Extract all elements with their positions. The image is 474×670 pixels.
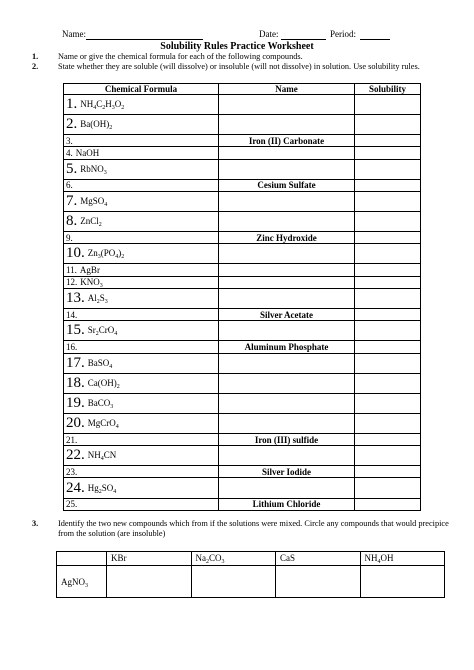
formula-cell[interactable] xyxy=(64,135,219,147)
date-blank-line[interactable] xyxy=(281,39,326,40)
formula-text: $Sr_2CrO_4$ xyxy=(87,325,118,338)
formula-text: $NH_4CN$ xyxy=(87,450,117,463)
row-number: 11. xyxy=(66,265,77,276)
table-row xyxy=(64,95,421,115)
compound-table xyxy=(63,83,421,511)
formula-text: $Al_2S_3$ xyxy=(87,293,108,305)
mixing-row xyxy=(57,566,445,598)
formula-cell[interactable] xyxy=(64,179,219,191)
mixing-table xyxy=(56,551,445,598)
row-number: 17. xyxy=(66,354,85,371)
row-number: 20. xyxy=(66,414,85,431)
solubility-cell[interactable] xyxy=(355,478,421,498)
name-cell: Lithium Chloride xyxy=(219,498,355,510)
name-cell[interactable] xyxy=(219,115,355,135)
solubility-cell[interactable] xyxy=(355,373,421,393)
formula-cell xyxy=(64,373,219,393)
formula-text: RbNO$_3$ xyxy=(80,163,107,176)
solubility-cell[interactable] xyxy=(355,288,421,308)
row-number: 7. xyxy=(66,193,78,210)
formula-cell[interactable] xyxy=(64,466,219,478)
name-label: Name: xyxy=(62,29,86,39)
formula-cell xyxy=(64,159,219,179)
name-cell[interactable] xyxy=(219,288,355,308)
table-row xyxy=(64,135,421,147)
name-cell: Cesium Sulfate xyxy=(219,179,355,191)
formula-text: BaCO$_3$ xyxy=(87,397,114,410)
name-cell: Silver Acetate xyxy=(219,309,355,321)
row-number: 24. xyxy=(66,479,85,496)
table-row xyxy=(64,179,421,191)
formula-text: $Ca(OH)_2$ xyxy=(87,377,120,390)
name-cell[interactable] xyxy=(219,373,355,393)
name-cell[interactable] xyxy=(219,321,355,341)
table-row xyxy=(64,353,421,373)
row-number: 23. xyxy=(66,466,78,477)
solubility-cell[interactable] xyxy=(355,413,421,433)
solubility-cell[interactable] xyxy=(355,147,421,159)
solubility-cell[interactable] xyxy=(355,433,421,445)
name-cell[interactable] xyxy=(219,478,355,498)
name-cell[interactable] xyxy=(219,147,355,159)
solubility-cell[interactable] xyxy=(355,232,421,244)
formula-cell xyxy=(64,191,219,211)
name-cell[interactable] xyxy=(219,446,355,466)
row-number: 25. xyxy=(66,499,78,510)
table-row xyxy=(64,478,421,498)
row-number: 12. xyxy=(66,277,78,288)
solubility-cell[interactable] xyxy=(355,276,421,288)
table-row xyxy=(64,433,421,445)
row-number: 19. xyxy=(66,394,85,411)
mixing-row-label: AgNO$_3$ xyxy=(57,566,107,598)
table-row xyxy=(64,413,421,433)
formula-text: $KNO_3$ xyxy=(80,277,103,289)
mixing-col-header: CaS xyxy=(276,552,361,566)
table-row xyxy=(64,446,421,466)
formula-cell xyxy=(64,147,219,159)
row-number: 9. xyxy=(66,232,73,243)
formula-text: AgBr xyxy=(79,265,100,276)
row-number: 5. xyxy=(66,160,78,177)
row-number: 6. xyxy=(66,180,73,191)
formula-text: $Hg_2SO_4$ xyxy=(87,482,117,495)
formula-text: ZnCl$_2$ xyxy=(80,216,102,229)
name-cell[interactable] xyxy=(219,264,355,276)
table-row xyxy=(64,498,421,510)
solubility-cell[interactable] xyxy=(355,115,421,135)
name-cell[interactable] xyxy=(219,393,355,413)
solubility-cell[interactable] xyxy=(355,341,421,353)
col-header-formula: Chemical Formula xyxy=(64,84,219,95)
formula-cell xyxy=(64,244,219,264)
solubility-cell[interactable] xyxy=(355,393,421,413)
formula-cell xyxy=(64,446,219,466)
formula-cell[interactable] xyxy=(64,309,219,321)
formula-text: $Ba(OH)_2$ xyxy=(80,119,113,132)
table-row xyxy=(64,244,421,264)
formula-cell xyxy=(64,276,219,288)
table-row xyxy=(64,159,421,179)
row-number: 18. xyxy=(66,374,85,391)
name-cell[interactable] xyxy=(219,212,355,232)
solubility-cell[interactable] xyxy=(355,191,421,211)
table-row xyxy=(64,393,421,413)
formula-cell xyxy=(64,321,219,341)
table-row xyxy=(64,466,421,478)
table-header-row xyxy=(64,84,421,95)
name-cell[interactable] xyxy=(219,159,355,179)
table-row xyxy=(64,309,421,321)
name-cell[interactable] xyxy=(219,413,355,433)
row-number: 14. xyxy=(66,309,78,320)
solubility-cell[interactable] xyxy=(355,466,421,478)
solubility-cell[interactable] xyxy=(355,353,421,373)
name-cell: Iron (II) Carbonate xyxy=(219,135,355,147)
row-number: 21. xyxy=(66,434,78,445)
name-cell: Aluminum Phosphate xyxy=(219,341,355,353)
formula-cell xyxy=(64,264,219,276)
mixing-col-header: $NH_4OH$ xyxy=(360,552,445,566)
worksheet-title: Solubility Rules Practice Worksheet xyxy=(160,41,314,52)
formula-cell xyxy=(64,115,219,135)
formula-cell xyxy=(64,353,219,373)
mixing-corner-cell xyxy=(57,552,107,566)
table-row xyxy=(64,321,421,341)
formula-text: $NH_4C_2H_3O_2$ xyxy=(80,99,125,112)
solubility-cell[interactable] xyxy=(355,95,421,115)
mixing-answer-cell[interactable] xyxy=(360,566,445,598)
formula-text: $Zn_3(PO_4)_2$ xyxy=(87,248,125,261)
name-cell[interactable] xyxy=(219,244,355,264)
row-number: 4. xyxy=(66,148,73,159)
formula-cell xyxy=(64,413,219,433)
solubility-cell[interactable] xyxy=(355,498,421,510)
table-row xyxy=(64,115,421,135)
formula-cell xyxy=(64,393,219,413)
solubility-cell[interactable] xyxy=(355,212,421,232)
mixing-col-header: KBr xyxy=(107,552,192,566)
period-label: Period: xyxy=(330,29,356,39)
name-cell: Iron (III) sulfide xyxy=(219,433,355,445)
formula-cell xyxy=(64,478,219,498)
mixing-col-header: $Na_2CO_3$ xyxy=(191,552,276,566)
mixing-header-row xyxy=(57,552,445,566)
name-cell[interactable] xyxy=(219,276,355,288)
row-number: 2. xyxy=(66,116,78,133)
col-header-name: Name xyxy=(219,84,355,95)
row-number: 10. xyxy=(66,245,85,262)
table-row xyxy=(64,264,421,276)
table-row xyxy=(64,147,421,159)
table-row xyxy=(64,191,421,211)
row-number: 1. xyxy=(66,96,78,113)
row-number: 22. xyxy=(66,447,85,464)
solubility-cell[interactable] xyxy=(355,135,421,147)
name-cell: Silver Iodide xyxy=(219,466,355,478)
student-info-header xyxy=(62,29,442,41)
solubility-cell[interactable] xyxy=(355,159,421,179)
table-row xyxy=(64,288,421,308)
formula-cell[interactable] xyxy=(64,232,219,244)
table-row xyxy=(64,341,421,353)
name-cell: Zinc Hydroxide xyxy=(219,232,355,244)
formula-text: BaSO$_4$ xyxy=(87,357,113,370)
date-label: Date: xyxy=(259,29,279,39)
period-blank-line[interactable] xyxy=(360,39,390,40)
formula-cell[interactable] xyxy=(64,341,219,353)
solubility-cell[interactable] xyxy=(355,309,421,321)
formula-cell[interactable] xyxy=(64,433,219,445)
solubility-cell[interactable] xyxy=(355,264,421,276)
row-number: 3. xyxy=(66,135,73,146)
mixing-answer-cell[interactable] xyxy=(107,566,192,598)
table-row xyxy=(64,232,421,244)
solubility-cell[interactable] xyxy=(355,446,421,466)
name-cell[interactable] xyxy=(219,353,355,373)
row-number: 15. xyxy=(66,322,85,339)
solubility-cell[interactable] xyxy=(355,179,421,191)
name-cell[interactable] xyxy=(219,95,355,115)
table-row xyxy=(64,212,421,232)
solubility-cell[interactable] xyxy=(355,321,421,341)
row-number: 8. xyxy=(66,213,78,230)
formula-text: MgCrO$_4$ xyxy=(87,417,119,430)
mixing-answer-cell[interactable] xyxy=(276,566,361,598)
table-row xyxy=(64,373,421,393)
col-header-solubility: Solubility xyxy=(355,84,421,95)
formula-cell xyxy=(64,95,219,115)
formula-text: NaOH xyxy=(75,148,100,159)
mixing-answer-cell[interactable] xyxy=(191,566,276,598)
formula-text: MgSO$_4$ xyxy=(80,196,108,209)
formula-cell xyxy=(64,288,219,308)
name-blank-line[interactable] xyxy=(86,39,203,40)
name-cell[interactable] xyxy=(219,191,355,211)
formula-cell[interactable] xyxy=(64,498,219,510)
row-number: 13. xyxy=(66,290,85,306)
row-number: 16. xyxy=(66,341,78,352)
formula-cell xyxy=(64,212,219,232)
solubility-cell[interactable] xyxy=(355,244,421,264)
table-row xyxy=(64,276,421,288)
